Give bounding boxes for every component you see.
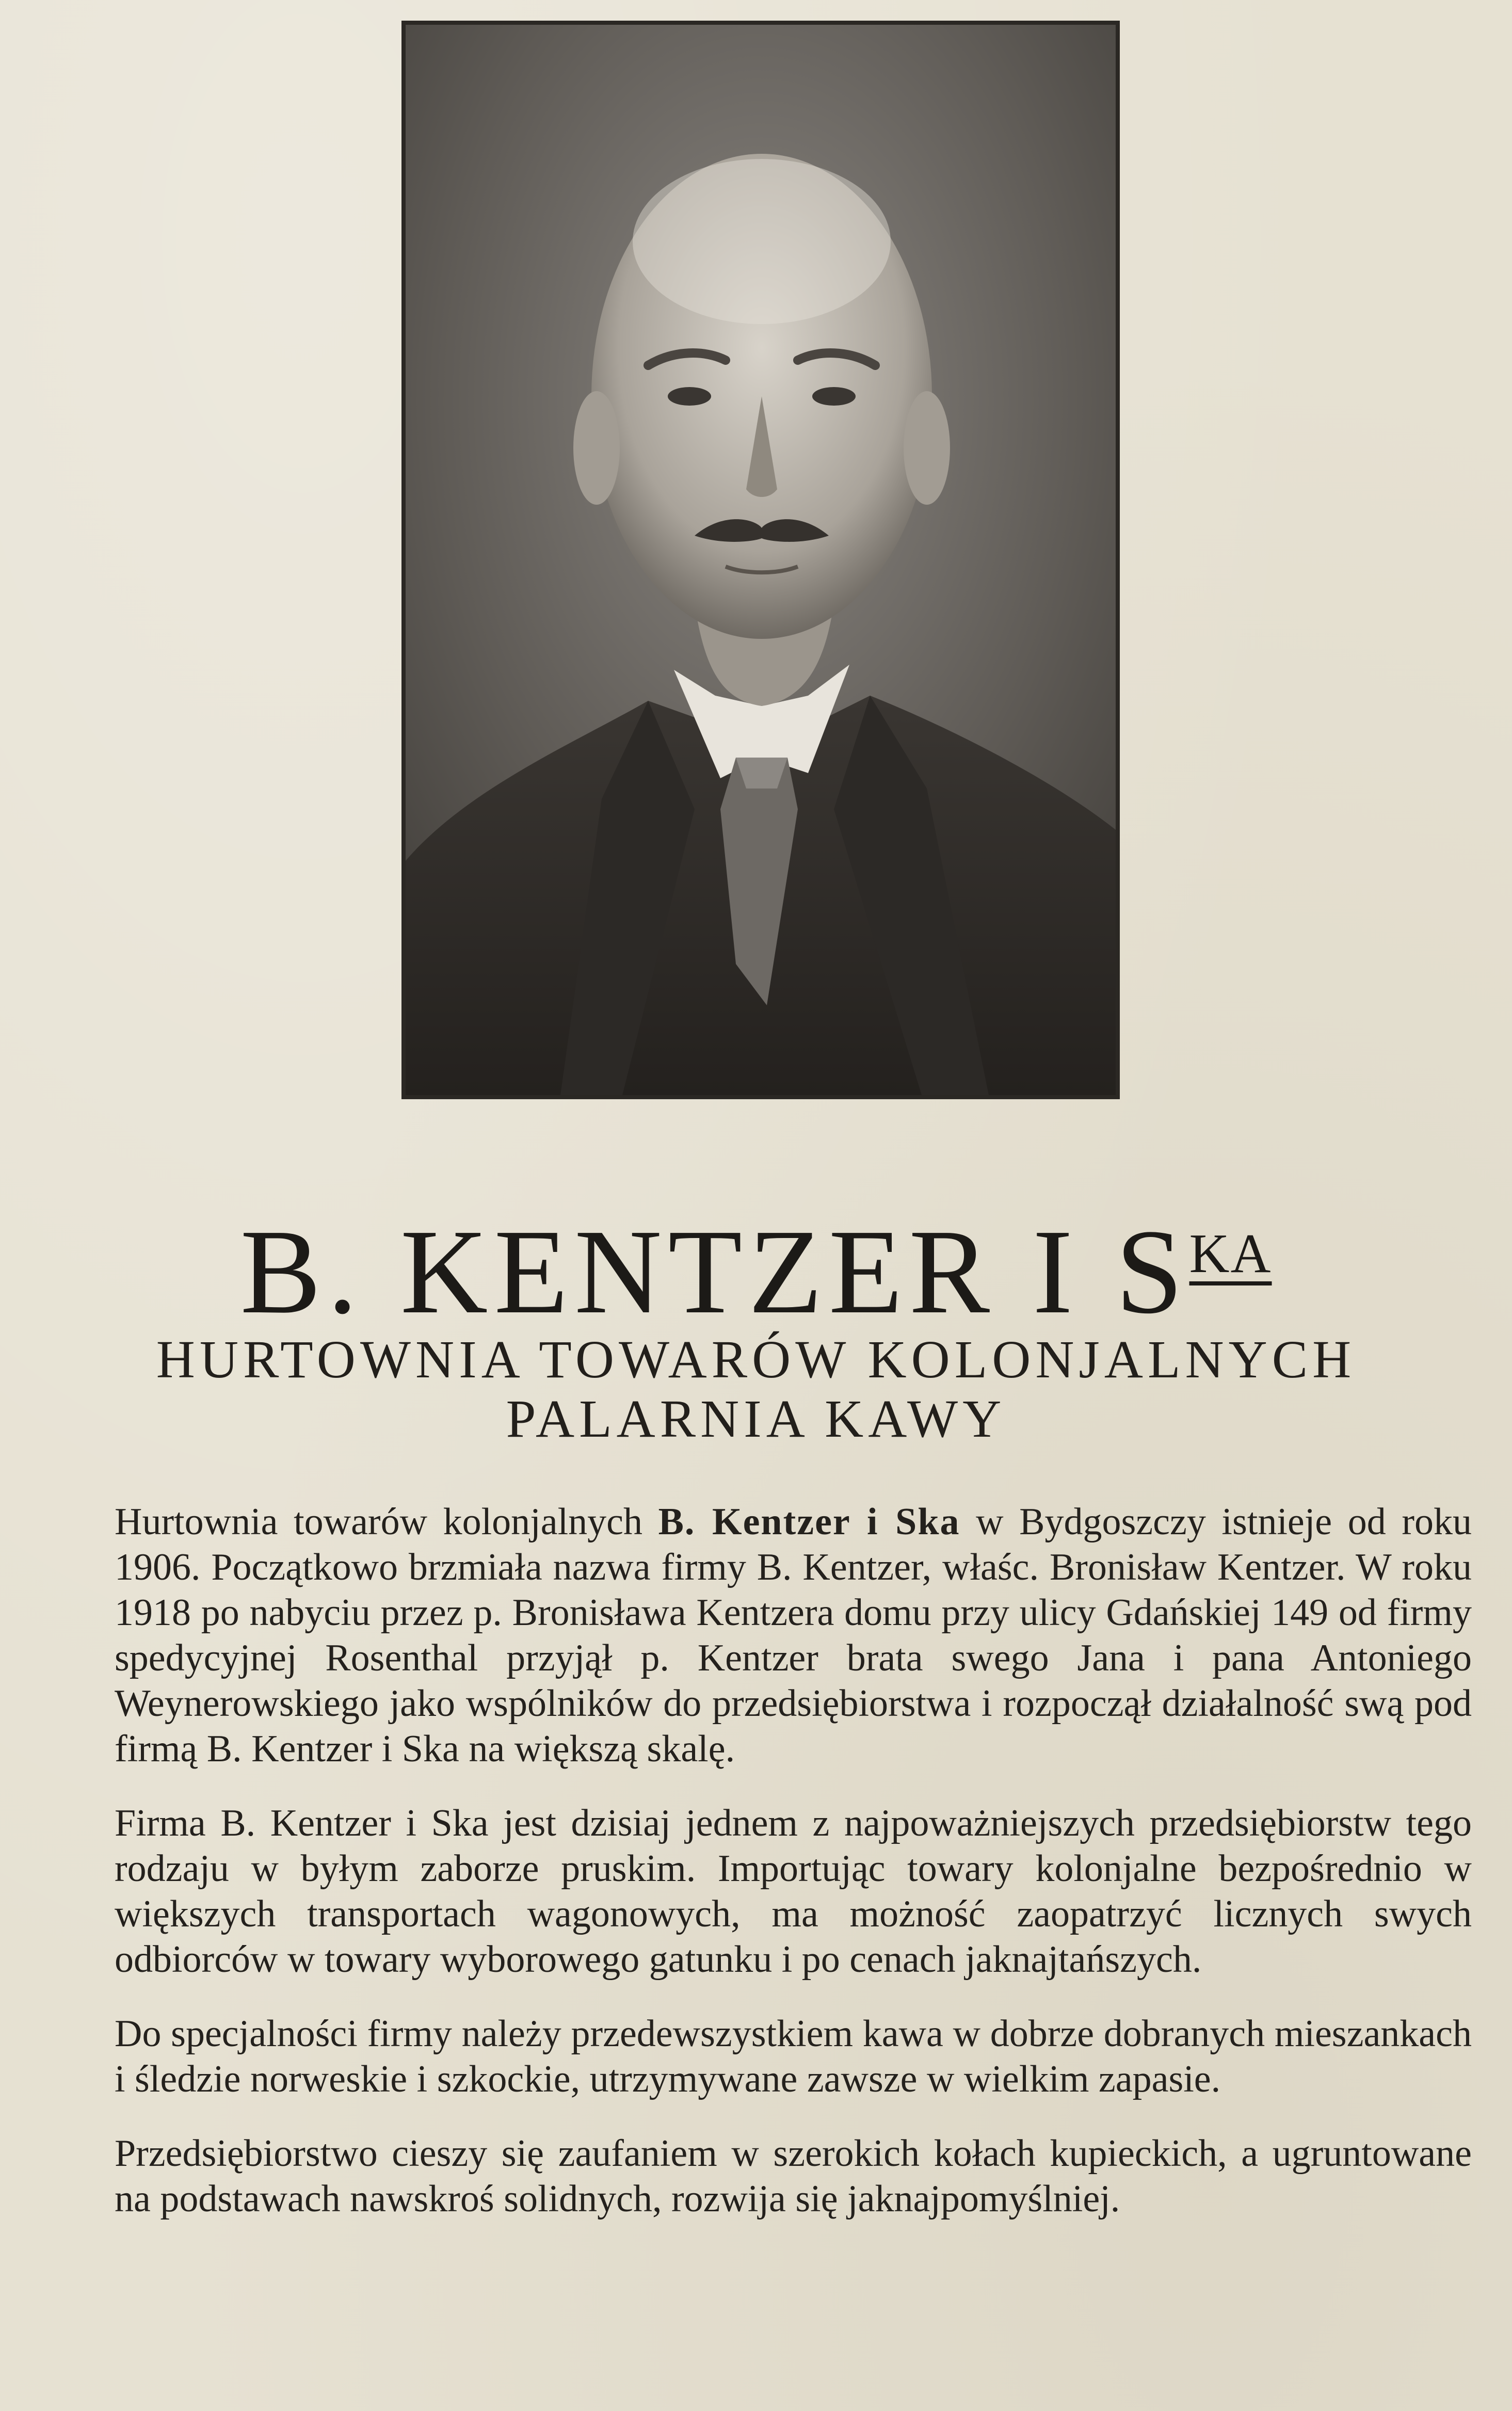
paragraph-business: Firma B. Kentzer i Ska jest dzisiaj jednem z najpoważniejszych przedsiębiorstw tego rodzaju w byłym zaborze pruskim. Importując towary kolonjalne bezpośrednio w większych transportach wagonowych, ma możność zaopatrzyć licznych swych odbiorców w towary wyborowego gatunku i po cenach jaknajtańszych. [115, 1802, 1472, 1981]
paragraph-history-rest: w Bydgoszczy istnieje od roku 1906. Początkowo brzmiała nazwa firmy B. Kentzer, właśc. Bronisław Kentzer. W roku 1918 po nabyciu przez p. Bronisława Kentzera domu przy ulicy Gdańskiej 149 od firmy spedycyjnej Rosenthal przyjął p. Kentzer brata swego Jana i pana Antoniego Weynerowskiego jako wspólników do przedsiębiorstwa i rozpoczął działalność swą pod firmą B. Kentzer i Ska na większą skalę. [115, 1501, 1472, 1770]
subtitle-wholesale: HURTOWNIA TOWARÓW KOLONJALNYCH [156, 1330, 1356, 1389]
firm-name-suffix: KA [1189, 1223, 1272, 1284]
subtitle-coffee-roastery: PALARNIA KAWY [506, 1389, 1006, 1449]
firm-name-heading [0, 1187, 1512, 1339]
paragraph-specialties: Do specjalności firmy należy przedewszystkiem kawa w dobrze dobranych mieszankach i śledzie norweskie i szkockie, utrzymywane zawsze w wielkim zapasie. [115, 2013, 1472, 2100]
portrait-photo [401, 21, 1120, 1099]
paragraph-reputation: Przedsiębiorstwo cieszy się zaufaniem w szerokich kołach kupieckich, a ugruntowane na podstawach nawskroś solidnych, rozwija się jaknajpomyślniej. [115, 2132, 1472, 2220]
portrait-illustration [406, 25, 1116, 1095]
firm-name-inline: B. Kentzer i Ska [658, 1501, 960, 1543]
paragraph-history [115, 1499, 1472, 1772]
paragraph-history-lead: Hurtownia towarów kolonjalnych [115, 1501, 658, 1543]
firm-name-main: B. KENTZER I S [240, 1204, 1189, 1339]
article-body [115, 1499, 1472, 2251]
